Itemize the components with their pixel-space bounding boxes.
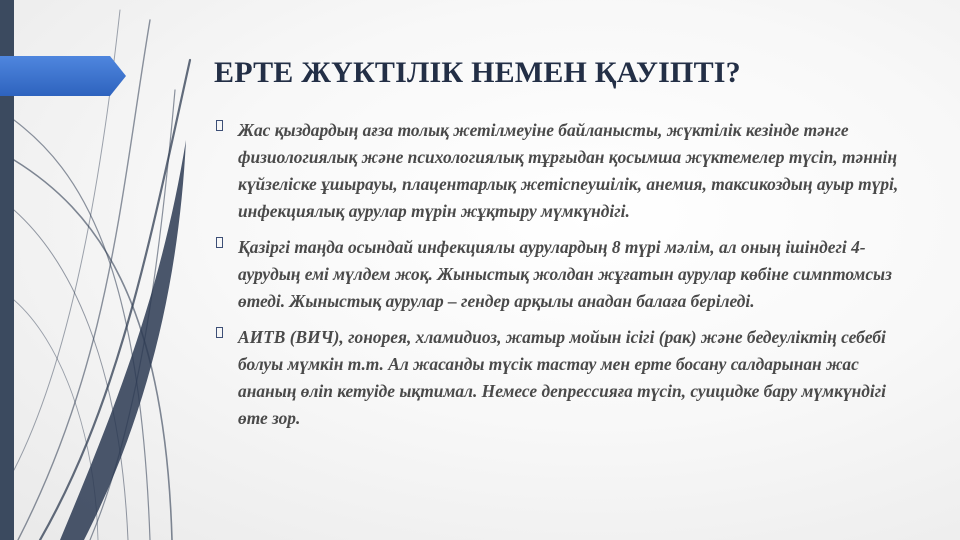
hollow-square-bullet-icon xyxy=(216,327,223,338)
hollow-square-bullet-icon xyxy=(216,120,223,131)
bullet-text: Қазіргі таңда осындай инфекциялы аурулардың 8 түрі мәлім, ал оның ішіндегі 4-аурудың емі мүлдем жоқ. Жыныстық жолдан жұғатын аурулар көбіне симптомсыз өтеді. Жыныстық аурулар – гендер арқылы анадан балаға беріледі. xyxy=(238,237,892,311)
bullet-item xyxy=(214,324,904,432)
bullet-text: АИТВ (ВИЧ), гонорея, хламидиоз, жатыр мойын ісігі (рак) және бедеуліктің себебі болуы мүмкін т.т. Ал жасанды түсік тастау мен ерте босану салдарынан жас ананың өліп кетуіде ықтимал. Немесе депрессияға түсіп, суицидке бару мүмкүндігі өте зор. xyxy=(238,327,886,428)
bullet-item xyxy=(214,117,904,225)
bullet-list xyxy=(214,117,904,441)
bullet-text: Жас қыздардың ағза толық жетілмеуіне байланысты, жүктілік кезінде тәнге физиологиялық және психологиялық тұрғыдан қосымша жүктемелер түсіп, тәннің күйзеліске ұшырауы, плацентарлық жетіспеушілік, анемия, таксикоздың ауыр түрі, инфекциялық аурулар түрін жұқтыру мүмкүндігі. xyxy=(238,120,899,221)
bullet-item xyxy=(214,234,904,315)
slide-title: ЕРТЕ ЖҮКТІЛІК НЕМЕН ҚАУІПТІ? xyxy=(214,56,741,89)
hollow-square-bullet-icon xyxy=(216,237,223,248)
